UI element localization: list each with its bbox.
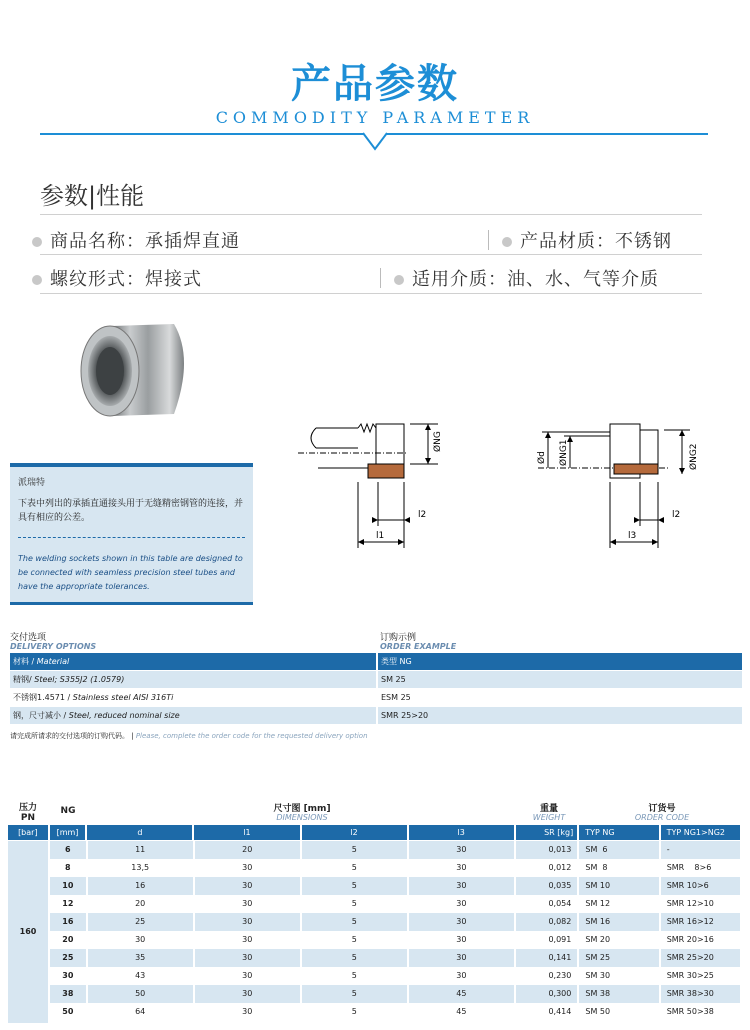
table-cell: 5 (302, 841, 407, 859)
th-order-cn: 订货号 (648, 804, 676, 814)
table-cell: 50 (50, 1003, 86, 1021)
table-cell: 0,012 (516, 859, 578, 877)
table-cell: 30 (195, 985, 300, 1003)
col-header: SR [kg] (516, 825, 578, 840)
table-cell: 0,035 (516, 877, 578, 895)
table-cell: 30 (195, 895, 300, 913)
table-cell: 45 (409, 985, 514, 1003)
param-heading: 参数|性能 (40, 182, 145, 210)
table-cell: 20 (88, 895, 193, 913)
table-cell: SM 25 (579, 949, 658, 967)
param-medium: 适用介质：油、水、气等介质 (394, 265, 659, 291)
table-cell: SM 12 (579, 895, 658, 913)
bullet-icon (32, 237, 42, 247)
table-cell: 16 (50, 913, 86, 931)
table-cell: 8 (50, 859, 86, 877)
table-cell: 16 (88, 877, 193, 895)
label-l2: l2 (672, 510, 681, 520)
table-row (50, 913, 742, 931)
table-cell: - (661, 841, 740, 859)
table-cell: 30 (409, 931, 514, 949)
product-photo (78, 318, 194, 418)
delivery-table (10, 653, 376, 724)
table-cell: 20 (50, 931, 86, 949)
table-cell: 5 (302, 1003, 407, 1021)
delivery-head-en: DELIVERY OPTIONS (10, 642, 97, 651)
table-cell: 30 (195, 877, 300, 895)
param-name: 商品名称：承插焊直通 (32, 227, 240, 253)
header-rule-left (40, 133, 364, 135)
info-divider (18, 537, 245, 538)
col-header: l2 (302, 825, 407, 840)
col-header: d (87, 825, 192, 840)
delivery-row: 钢，尺寸减小 / Steel, reduced nominal size (10, 707, 376, 724)
th-pn-en: PN (20, 813, 36, 823)
th-order-en: ORDER CODE (634, 813, 690, 822)
table-row (50, 1003, 742, 1021)
table-row (50, 877, 742, 895)
table-cell: 30 (195, 1003, 300, 1021)
table-cell: 0,091 (516, 931, 578, 949)
table-cell: 30 (195, 913, 300, 931)
order-head-cn: 订购示例 (380, 633, 417, 643)
table-col-header (8, 825, 742, 840)
order-head-en: ORDER EXAMPLE (380, 642, 457, 651)
table-cell: 5 (302, 949, 407, 967)
label-ng1: ØNG1 (559, 439, 569, 466)
delivery-row: 精钢/ Steel; S355J2 (1.0579) (10, 671, 376, 688)
table-cell: 30 (409, 949, 514, 967)
param-divider (40, 214, 702, 215)
table-cell: 38 (50, 985, 86, 1003)
th-pn-cn: 压力 (18, 803, 37, 813)
table-row (50, 949, 742, 967)
table-cell: 50 (88, 985, 193, 1003)
table-cell: 11 (88, 841, 193, 859)
th-ng: NG (60, 806, 76, 816)
label-l3: l3 (628, 531, 637, 541)
table-row (50, 985, 742, 1003)
table-cell: 20 (195, 841, 300, 859)
table-row (50, 859, 742, 877)
label-ng: ØNG (433, 431, 443, 452)
table-row (50, 841, 742, 859)
table-cell: 13,5 (88, 859, 193, 877)
order-row: SMR 25>20 (378, 707, 742, 724)
col-header: TYP NG (579, 825, 658, 840)
table-cell: 0,082 (516, 913, 578, 931)
table-cell: 0,013 (516, 841, 578, 859)
order-note: 请完成所请求的交付选项的订购代码。 | Please, complete the order code for the requested delivery option (10, 732, 368, 740)
table-row (50, 895, 742, 913)
col-header: TYP NG1>NG2 (661, 825, 740, 840)
header-chevron-icon (362, 132, 388, 152)
table-cell: SM 16 (579, 913, 658, 931)
order-row: ESM 25 (378, 689, 742, 706)
table-cell: 30 (409, 895, 514, 913)
table-cell: 5 (302, 859, 407, 877)
table-cell: 30 (409, 913, 514, 931)
table-cell: 25 (50, 949, 86, 967)
info-text-cn: 下表中列出的承插直通接头用于无缝精密钢管的连接，并具有相应的公差。 (18, 499, 244, 523)
table-cell: SM 50 (579, 1003, 658, 1021)
table-cell: 30 (195, 949, 300, 967)
table-cell: 10 (50, 877, 86, 895)
table-row (50, 967, 742, 985)
table-cell: SMR 30>25 (661, 967, 740, 985)
table-cell: 35 (88, 949, 193, 967)
table-cell: 30 (409, 859, 514, 877)
header-rule-right (386, 133, 708, 135)
label-ng2: ØNG2 (689, 443, 699, 470)
table-cell: 5 (302, 877, 407, 895)
table-cell: 0,054 (516, 895, 578, 913)
param-thread: 螺纹形式：焊接式 (32, 265, 202, 291)
order-table (378, 653, 742, 724)
delivery-head-cn: 交付选项 (10, 633, 47, 643)
delivery-row: 不锈钢1.4571 / Stainless steel AISI 316Ti (10, 689, 376, 706)
bullet-icon (502, 237, 512, 247)
table-cell: 30 (88, 931, 193, 949)
info-bar-top (10, 463, 253, 467)
drawing-left (298, 410, 458, 550)
table-cell: SMR 10>6 (661, 877, 740, 895)
th-weight-cn: 重量 (539, 804, 558, 814)
param-divider (40, 254, 702, 255)
table-cell: SM 38 (579, 985, 658, 1003)
table-cell: 12 (50, 895, 86, 913)
table-cell: 5 (302, 985, 407, 1003)
bullet-icon (394, 275, 404, 285)
table-cell: 5 (302, 967, 407, 985)
table-cell: 0,141 (516, 949, 578, 967)
table-cell: 30 (195, 967, 300, 985)
table-cell: 30 (195, 931, 300, 949)
table-cell: 5 (302, 895, 407, 913)
table-cell: 30 (195, 859, 300, 877)
table-cell: 30 (409, 967, 514, 985)
table-cell: 0,230 (516, 967, 578, 985)
param-material: 产品材质：不锈钢 (502, 227, 672, 253)
table-cell: 64 (88, 1003, 193, 1021)
table-cell: SM 30 (579, 967, 658, 985)
table-cell: 0,300 (516, 985, 578, 1003)
table-cell: 0,414 (516, 1003, 578, 1021)
table-cell: 30 (50, 967, 86, 985)
table-cell: 25 (88, 913, 193, 931)
th-dim-cn: 尺寸图 [mm] (273, 804, 331, 814)
info-text-en: The welding sockets shown in this table are designed to be connected with seamless precision steel tubes and have the appropriate tolerances. (18, 554, 243, 591)
table-cell: SMR 8>6 (661, 859, 740, 877)
table-cell: SMR 16>12 (661, 913, 740, 931)
table-cell: 43 (88, 967, 193, 985)
table-cell: SM 10 (579, 877, 658, 895)
info-bar-bottom (10, 602, 253, 605)
pn-column (8, 841, 48, 1023)
th-dim-en: DIMENSIONS (276, 813, 328, 822)
label-l1: l1 (376, 531, 385, 541)
label-d: Ød (537, 451, 547, 464)
table-cell: 30 (409, 841, 514, 859)
pn-value: 160 (19, 927, 37, 936)
param-vbar (488, 230, 489, 250)
order-row: SM 25 (378, 671, 742, 688)
delivery-row: 材料 / Material (10, 653, 376, 670)
col-header: [bar] (8, 825, 48, 840)
table-cell: SMR 50>38 (661, 1003, 740, 1021)
param-vbar (380, 268, 381, 288)
table-cell: SM 20 (579, 931, 658, 949)
info-title: 派瑞特 (18, 478, 46, 488)
th-weight-en: WEIGHT (532, 813, 566, 822)
drawing-right (530, 410, 705, 550)
table-row (50, 931, 742, 949)
table-cell: 30 (409, 877, 514, 895)
table-cell: 6 (50, 841, 86, 859)
table-body (50, 841, 742, 1021)
param-divider (40, 293, 702, 294)
col-header: l1 (194, 825, 299, 840)
table-cell: SMR 38>30 (661, 985, 740, 1003)
table-cell: SMR 20>16 (661, 931, 740, 949)
label-l2: l2 (418, 510, 427, 520)
order-row: 类型 NG (378, 653, 742, 670)
table-cell: SMR 12>10 (661, 895, 740, 913)
bullet-icon (32, 275, 42, 285)
table-cell: SM 8 (579, 859, 658, 877)
table-cell: 5 (302, 913, 407, 931)
page-subtitle: COMMODITY PARAMETER (215, 108, 535, 127)
col-header: [mm] (50, 825, 86, 840)
table-cell: SM 6 (579, 841, 658, 859)
table-cell: SMR 25>20 (661, 949, 740, 967)
page-title: 产品参数 (291, 61, 459, 107)
table-cell: 5 (302, 931, 407, 949)
info-box (10, 463, 253, 605)
table-cell: 45 (409, 1003, 514, 1021)
col-header: l3 (409, 825, 514, 840)
